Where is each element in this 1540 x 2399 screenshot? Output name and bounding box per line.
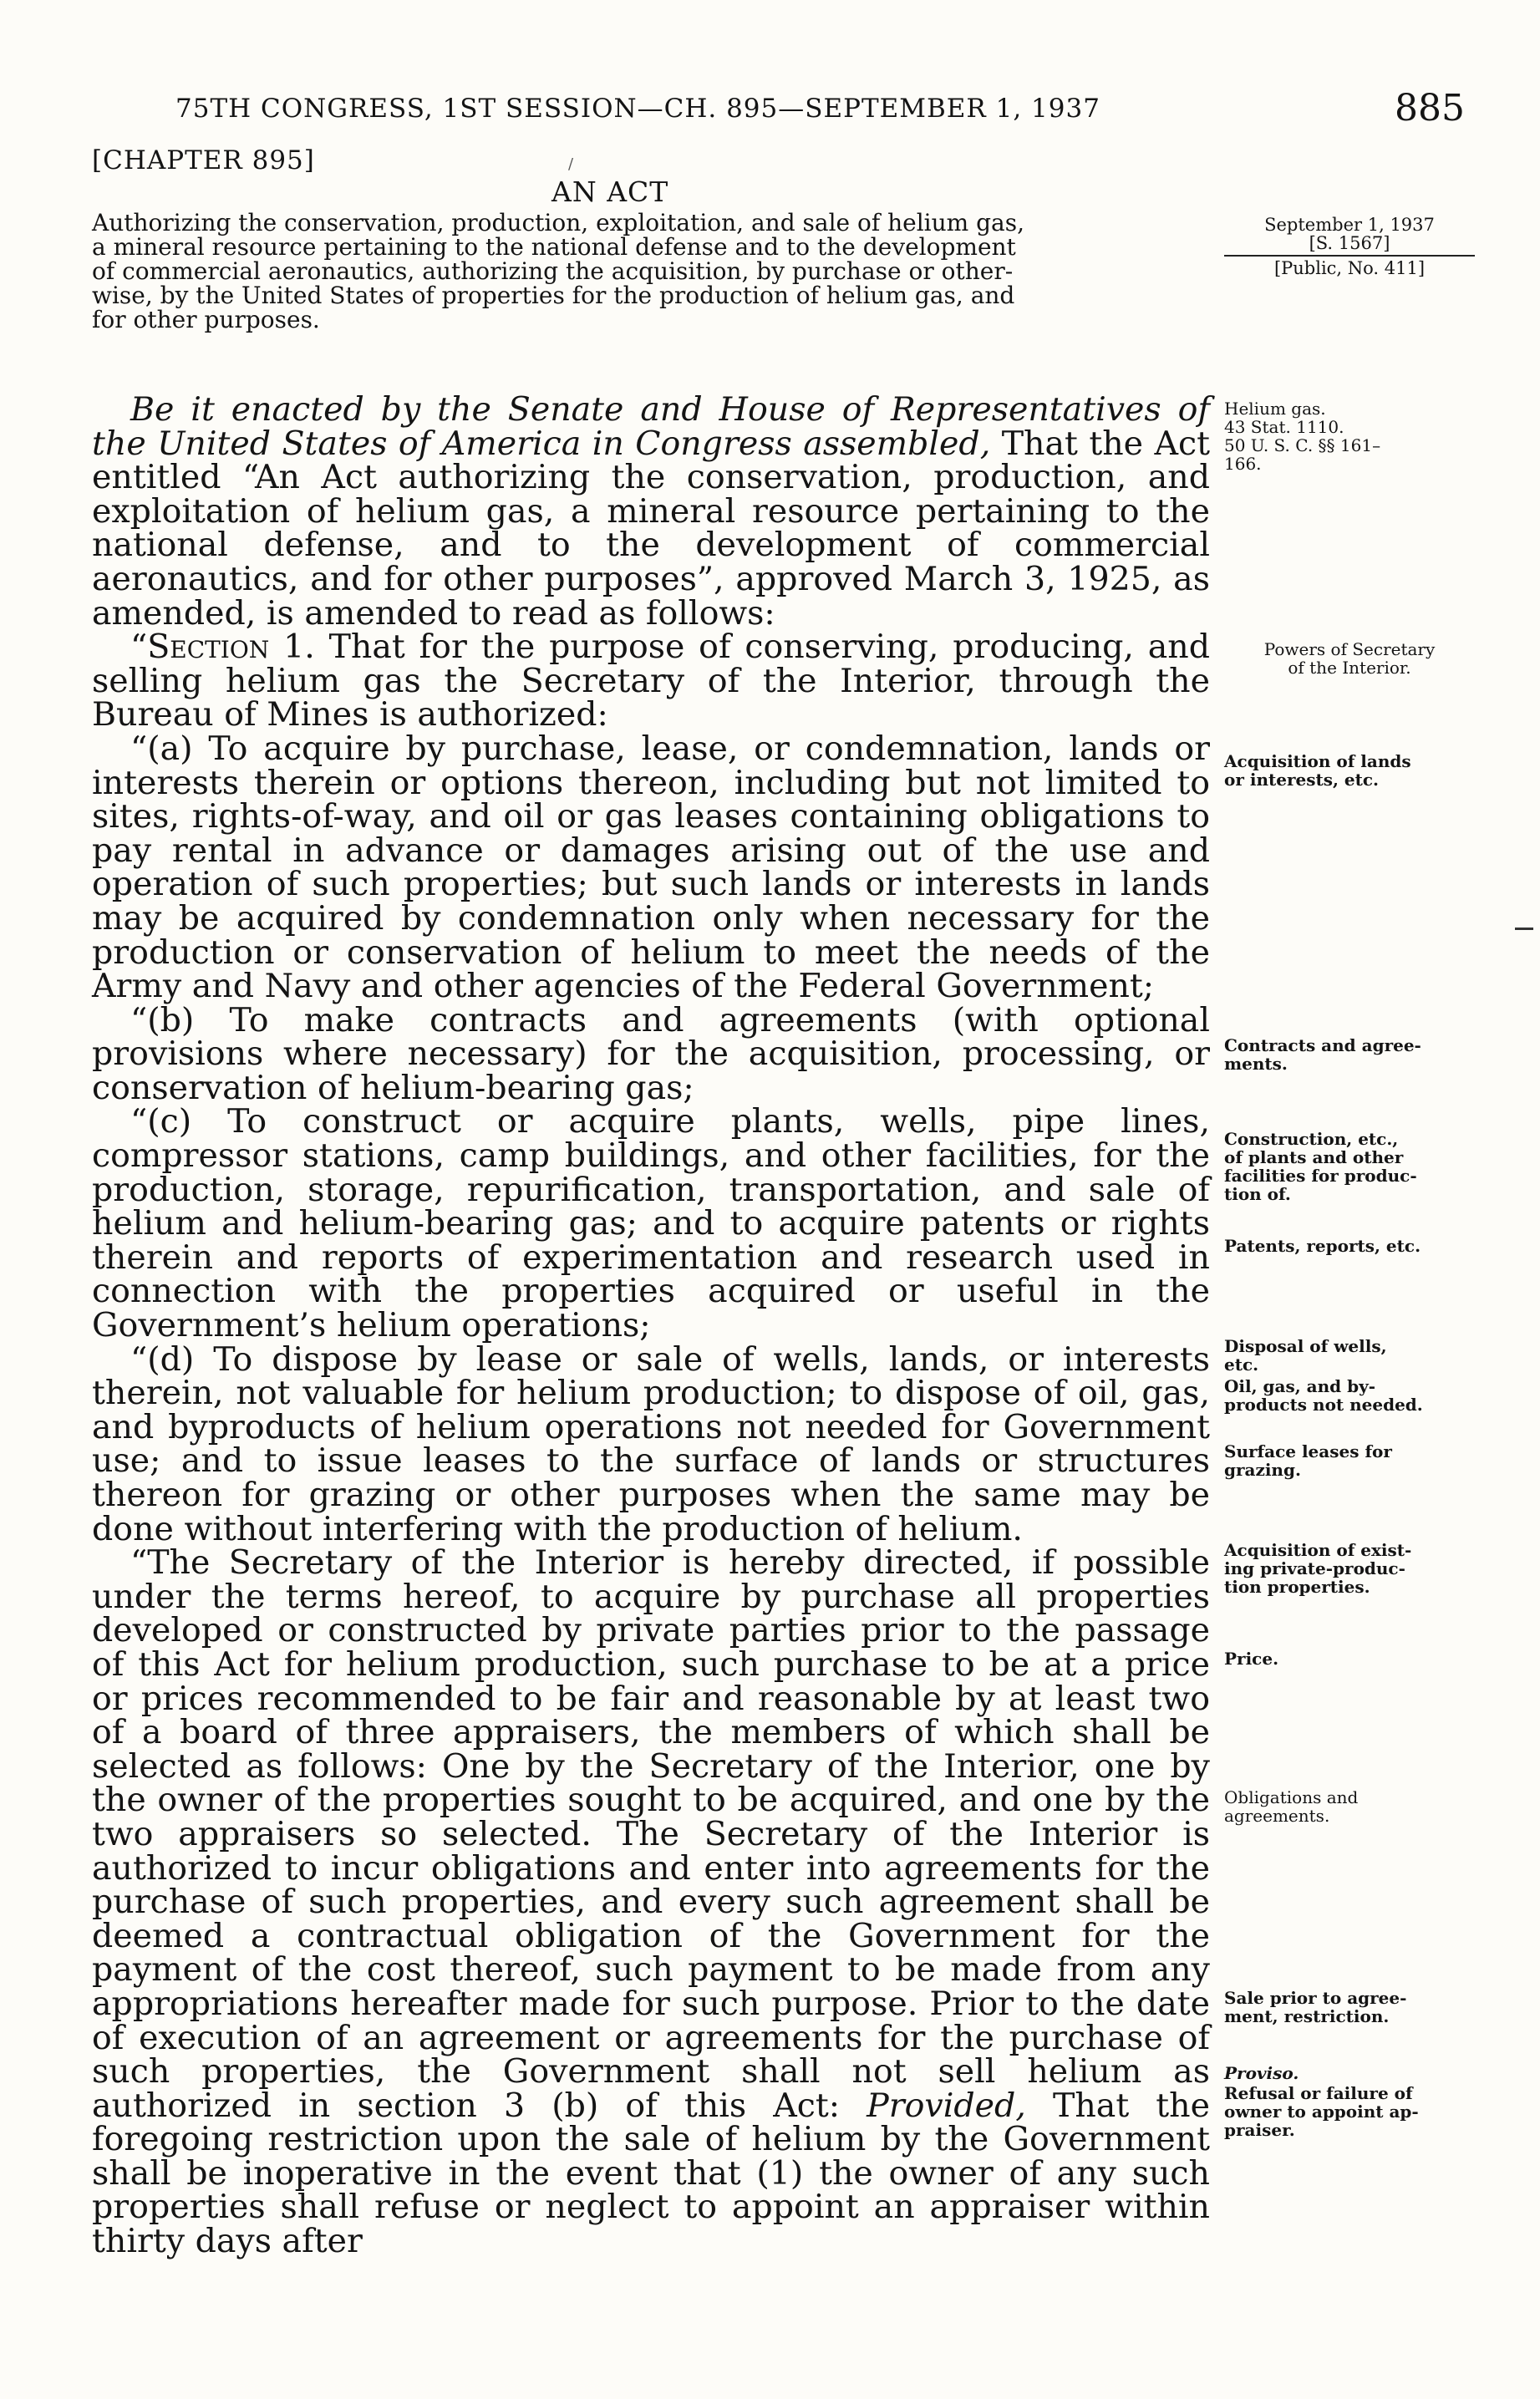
margin-note-line: etc.: [1224, 1355, 1259, 1375]
margin-note-line: Obligations and: [1224, 1787, 1359, 1807]
margin-note-line: tion properties.: [1224, 1577, 1370, 1597]
date-note-public-law: [Public, No. 411]: [1273, 258, 1426, 278]
proviso-word: Provided,: [867, 2086, 1026, 2125]
margin-note-acquisition: [1224, 752, 1475, 789]
margin-note-line: of plants and other: [1224, 1147, 1404, 1167]
enacting-paragraph: [92, 390, 1210, 633]
page-edge-mark: [1515, 928, 1533, 930]
margin-note-price: [1224, 1649, 1475, 1668]
margin-note-line: Helium gas.: [1224, 399, 1326, 419]
act-title-line: wise, by the United States of properties for the production of helium gas, and: [92, 282, 1015, 309]
margin-note-line: Surface leases for: [1224, 1441, 1392, 1461]
margin-note-helium: [1224, 399, 1475, 473]
margin-note-line: Sale prior to agree-: [1224, 1988, 1407, 2008]
paragraph-a: “(a) To acquire by purchase, lease, or condemnation, lands or interests therein or options thereon, including but not limited to sites, rights-of-way, and oil or gas leases containing obligations to pay rental in advance or damages arising out of the use and operation of such properties; but such lands or interests in lands may be acquired by condemnation only when necessary for the production or conservation of helium to meet the needs of the Army and Navy and other agencies of the Federal Government;: [92, 729, 1210, 1006]
paragraph-d: “(d) To dispose by lease or sale of wells, lands, or interests therein, not valuable for helium production; to dispose of oil, gas, and byproducts of helium operations not needed for Government use; and to issue leases to the surface of lands or structures thereon for grazing or other purposes when the same may be done without interfering with the production of helium.: [92, 1339, 1210, 1548]
act-title: [92, 211, 1212, 332]
margin-note-powers: [1224, 640, 1475, 677]
date-note-date: September 1, 1937: [1264, 215, 1435, 235]
margin-note-line: agreements.: [1224, 1806, 1330, 1826]
margin-note-contracts: [1224, 1036, 1475, 1073]
margin-note-line: Refusal or failure of: [1224, 2083, 1413, 2103]
margin-note-line: products not needed.: [1224, 1395, 1423, 1415]
chapter-label: [CHAPTER 895]: [92, 145, 315, 175]
margin-note-line: of the Interior.: [1288, 658, 1411, 678]
margin-note-line: Acquisition of lands: [1224, 751, 1411, 771]
margin-note-disposal: [1224, 1337, 1475, 1374]
paragraph-b: “(b) To make contracts and agreements (with optional provisions where necessary) for the acquisition, processing, or conservation of helium-bearing gas;: [92, 1000, 1210, 1107]
page-number: 885: [1395, 87, 1465, 130]
margin-note-line: ments.: [1224, 1054, 1288, 1074]
margin-note-line: Proviso.: [1224, 2063, 1299, 2083]
act-heading: AN ACT: [551, 175, 669, 208]
margin-note-proviso: [1224, 2064, 1475, 2082]
act-body: [92, 390, 1210, 2261]
margin-note-line: Disposal of wells,: [1224, 1336, 1387, 1356]
margin-note-existing: [1224, 1541, 1475, 1596]
margin-note-line: grazing.: [1224, 1460, 1301, 1480]
stray-tick-mark: /: [568, 155, 574, 173]
section-1-text: That for the purpose of conserving, producing, and selling helium gas the Secretary of the Interior, through the Bureau of Mines is authorized:: [92, 628, 1210, 734]
proviso-text: That the foregoing restriction upon the sale of helium by the Government shall be inoperative in the event that (1) the owner of any such properties shall refuse or neglect to appoint an appraiser within thirty days after: [92, 2086, 1210, 2261]
margin-note-refusal: [1224, 2084, 1475, 2139]
running-head: 75TH CONGRESS, 1ST SESSION—CH. 895—SEPTEMBER 1, 1937: [175, 94, 1100, 124]
margin-note-oil: [1224, 1377, 1475, 1414]
margin-note-obligations: [1224, 1788, 1475, 1825]
secretary-paragraph: [92, 1543, 1210, 2261]
paragraph-c: “(c) To construct or acquire plants, wells, pipe lines, compressor stations, camp buildings, and other facilities, for the production, storage, repurification, transportation, and sale of helium and helium-bearing gas; and to acquire patents or rights therein and reports of experimentation and research used in connection with the properties acquired or useful in the Government’s helium operations;: [92, 1102, 1210, 1345]
margin-note-line: 43 Stat. 1110.: [1224, 417, 1344, 437]
date-note-rule: [1224, 255, 1475, 257]
margin-note-line: praiser.: [1224, 2120, 1295, 2140]
margin-note-line: facilities for produc-: [1224, 1166, 1417, 1186]
enacting-clause: Be it enacted by the Senate and House of Representatives of the United States of America in Congress assembled,: [92, 390, 1210, 463]
margin-note-line: 166.: [1224, 454, 1262, 474]
margin-note-line: Oil, gas, and by-: [1224, 1376, 1376, 1396]
margin-note-line: Contracts and agree-: [1224, 1035, 1421, 1055]
margin-note-surface: [1224, 1442, 1475, 1479]
margin-note-line: Patents, reports, etc.: [1224, 1236, 1421, 1256]
date-note: [1224, 216, 1475, 277]
margin-note-line: owner to appoint ap-: [1224, 2102, 1419, 2122]
enacting-paragraph-text: That the Act entitled “An Act authorizing the conservation, production, and exploitation of helium gas, a mineral resource pertaining to the national defense, and to the development of commercial aeronautics, and for other purposes”, approved March 3, 1925, as amended, is amended to read as follows:: [92, 424, 1210, 633]
margin-note-line: 50 U. S. C. §§ 161–: [1224, 435, 1381, 455]
margin-note-line: Powers of Secretary: [1263, 639, 1436, 659]
margin-note-construction: [1224, 1130, 1475, 1203]
act-title-line: for other purposes.: [92, 306, 320, 333]
margin-note-line: tion of.: [1224, 1184, 1291, 1204]
section-1-paragraph: [92, 630, 1210, 732]
act-title-line: of commercial aeronautics, authorizing the acquisition, by purchase or other-: [92, 257, 1014, 285]
margin-note-line: Construction, etc.,: [1224, 1129, 1399, 1149]
date-note-bill: [S. 1567]: [1309, 233, 1390, 253]
margin-note-sale-prior: [1224, 1989, 1475, 2025]
margin-note-line: Acquisition of exist-: [1224, 1540, 1412, 1560]
act-title-line: a mineral resource pertaining to the national defense and to the development: [92, 233, 1016, 261]
margin-note-line: ing private-produc-: [1224, 1558, 1405, 1578]
margin-note-line: ment, restriction.: [1224, 2006, 1390, 2026]
secretary-paragraph-text: “The Secretary of the Interior is hereby directed, if possible under the terms hereof, to acquire by purchase all properties developed or constructed by private parties prior to the passage of this Act for helium production, such purchase to be at a price or prices recommended to be fair and reasonable by at least two of a board of three appraisers, the members of which shall be selected as follows: One by the Secretary of the Interior, one by the owner of the properties sought to be acquired, and one by the two appraisers so selected. The Secretary of the Interior is authorized to incur obligations and enter into agreements for the purchase of such properties, and every such agreement shall be deemed a contractual obligation of the Government for the payment of the cost thereof, such payment to be made from any appropriations hereafter made for such purpose. Prior to the date of execution of an agreement or agreements for the purchase of such properties, the Government shall not sell helium as authorized in section 3 (b) of this Act:: [92, 1543, 1210, 2125]
section-1-label: “Section 1.: [130, 628, 315, 667]
act-title-line: Authorizing the conservation, production, exploitation, and sale of helium gas,: [92, 209, 1025, 236]
margin-note-line: or interests, etc.: [1224, 770, 1379, 790]
margin-note-line: Price.: [1224, 1649, 1279, 1669]
margin-note-patents: [1224, 1237, 1475, 1255]
